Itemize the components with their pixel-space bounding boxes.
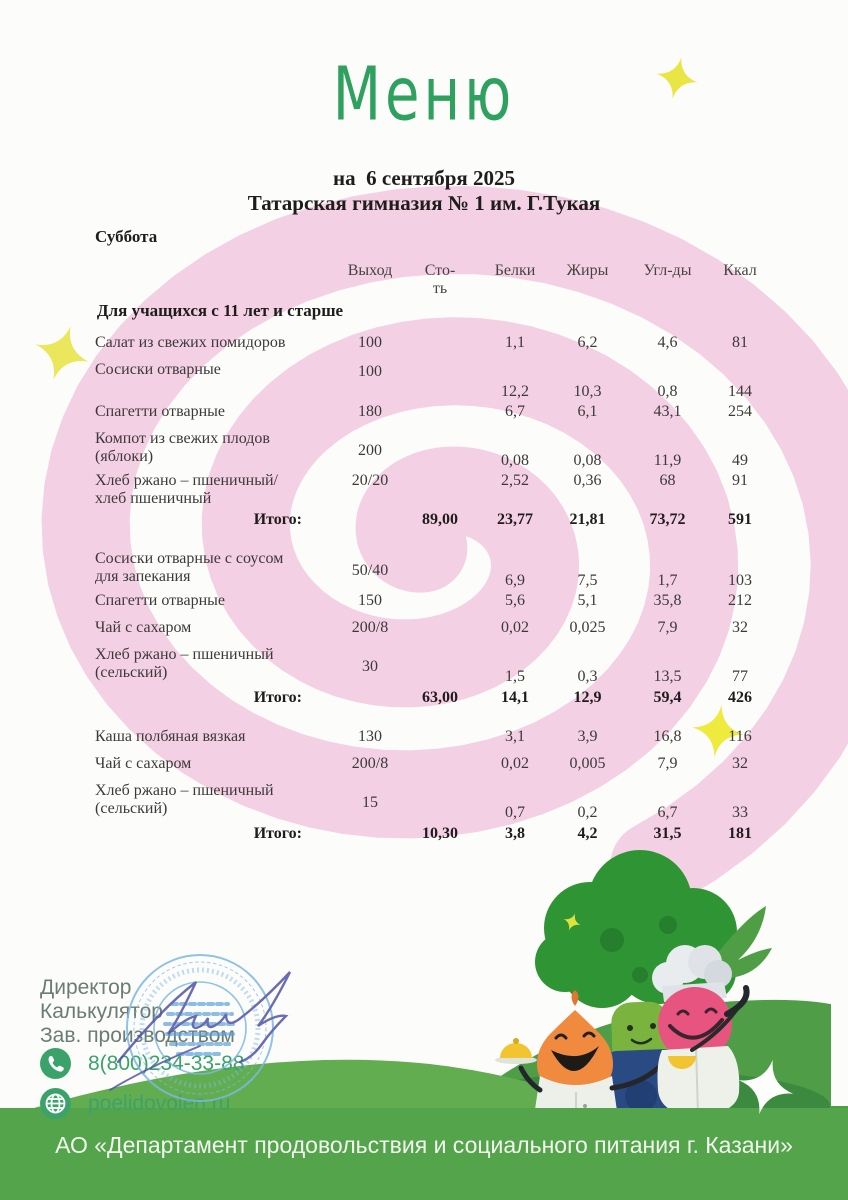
dish-name: Чай с сахаром: [95, 755, 192, 772]
dish-row: [95, 646, 775, 686]
dish-fat: 6,1: [577, 403, 598, 420]
dish-protein: 2,52: [501, 472, 529, 489]
total-value: 23,77: [497, 511, 533, 528]
total-value: 10,30: [422, 825, 458, 842]
dish-protein: 0,08: [501, 452, 529, 469]
total-value: 89,00: [422, 511, 458, 528]
dish-protein: 1,1: [505, 334, 525, 351]
dish-carbs: 6,7: [657, 804, 678, 821]
total-value: [345, 825, 395, 850]
total-value: 31,5: [653, 825, 682, 842]
dish-output: 180: [358, 403, 382, 420]
dish-kcal: 212: [728, 592, 752, 609]
dish-protein: 6,7: [505, 403, 525, 420]
dish-kcal: 116: [728, 728, 752, 745]
menu-section: [95, 334, 775, 536]
dish-carbs: 7,9: [657, 755, 678, 772]
total-value: 63,00: [422, 689, 458, 706]
dish-row: [95, 430, 775, 470]
role-calculator: Калькулятор: [40, 1000, 163, 1023]
dish-fat: 0,3: [577, 668, 598, 685]
dish-output: 150: [358, 592, 382, 609]
dish-fat: 6,2: [577, 334, 598, 351]
dish-fat: 0,005: [569, 755, 606, 772]
dish-name: Чай с сахаром: [95, 619, 192, 636]
menu-section: [95, 550, 775, 714]
menu-sections: [95, 334, 775, 850]
dish-fat: 0,08: [573, 452, 602, 469]
organization-name: АО «Департамент продовольствия и социального питания г. Казани»: [55, 1132, 793, 1158]
dish-carbs: 68: [659, 472, 676, 489]
dish-carbs: 0,8: [657, 383, 678, 400]
column-fat: Жиры: [566, 262, 609, 279]
dish-row: [95, 728, 775, 753]
dish-name: Спагетти отварные: [95, 592, 225, 609]
dish-name: Сосиски отварные: [95, 361, 221, 378]
dish-name: Спагетти отварные: [95, 403, 225, 420]
weekday-label: Суббота: [95, 227, 158, 246]
dish-row: [95, 361, 775, 401]
dish-row: [95, 403, 775, 428]
dish-name: Хлеб ржано – пшеничный (сельский): [95, 646, 274, 681]
column-dish: [95, 256, 345, 298]
role-production-manager: Зав. производством: [40, 1024, 235, 1047]
dish-kcal: 77: [732, 668, 748, 685]
dish-protein: 0,02: [501, 619, 529, 636]
dish-carbs: 16,8: [653, 728, 682, 745]
dish-kcal: 91: [732, 472, 748, 489]
column-carbs: Угл-ды: [643, 262, 692, 279]
dish-row: [95, 592, 775, 617]
total-value: [345, 689, 395, 714]
dish-row: [95, 755, 775, 780]
dish-kcal: 144: [728, 383, 752, 400]
dish-row: [95, 472, 775, 508]
phone-row: [40, 1048, 244, 1079]
dish-output: 130: [358, 728, 382, 745]
phone-icon: [40, 1048, 71, 1079]
dish-protein: 0,7: [505, 804, 525, 821]
dish-output: 200/8: [351, 755, 389, 772]
website-row: [40, 1088, 230, 1119]
total-label: Итого:: [253, 511, 302, 528]
dish-cost: [395, 782, 485, 804]
column-kcal: Ккал: [723, 262, 757, 279]
dish-carbs: 4,6: [657, 334, 678, 351]
dish-name: Каша полбяная вязкая: [95, 728, 246, 745]
menu-table: [95, 256, 775, 852]
dish-output: 30: [362, 658, 378, 675]
dish-fat: 3,9: [577, 728, 598, 745]
website-url[interactable]: poelidovolen.ru: [88, 1091, 231, 1115]
dish-fat: 0,2: [577, 804, 598, 821]
dish-kcal: 81: [732, 334, 748, 351]
school-name: Татарская гимназия № 1 им. Г.Тукая: [247, 191, 601, 215]
column-protein: Белки: [494, 262, 536, 279]
dish-protein: 6,9: [505, 572, 525, 589]
globe-icon: [40, 1088, 71, 1119]
menu-section: [95, 728, 775, 850]
dish-cost: [395, 550, 485, 572]
column-cost: Сто-ть: [424, 262, 456, 297]
dish-carbs: 11,9: [653, 452, 682, 469]
dish-protein: 5,6: [505, 592, 525, 609]
total-label: Итого:: [253, 825, 302, 842]
dish-cost: [395, 361, 485, 383]
page-title: Меню: [332, 52, 516, 138]
dish-output: 200: [358, 442, 382, 459]
total-value: 3,8: [505, 825, 525, 842]
dish-fat: 5,1: [577, 592, 598, 609]
dish-output: 200/8: [351, 619, 389, 636]
dish-carbs: 7,9: [657, 619, 678, 636]
dish-carbs: 35,8: [653, 592, 682, 609]
dish-fat: 7,5: [577, 572, 598, 589]
dish-fat: 0,36: [573, 472, 602, 489]
page-margin: [831, 988, 848, 1106]
dish-carbs: 1,7: [657, 572, 678, 589]
dish-kcal: 254: [728, 403, 752, 420]
dish-protein: 1,5: [505, 668, 525, 685]
total-label: Итого:: [253, 689, 302, 706]
dish-fat: 0,025: [569, 619, 606, 636]
total-value: 4,2: [577, 825, 598, 842]
total-value: 12,9: [573, 689, 602, 706]
dish-output: 50/40: [351, 562, 389, 579]
dish-cost: [395, 646, 485, 668]
dish-output: 100: [358, 363, 382, 380]
dish-protein: 0,02: [501, 755, 529, 772]
dish-name: Хлеб ржано – пшеничный (сельский): [95, 782, 274, 817]
dish-name: Салат из свежих помидоров: [95, 334, 286, 351]
total-row: [95, 689, 775, 714]
dish-output: 100: [358, 334, 382, 351]
column-output: Выход: [347, 262, 393, 279]
dish-kcal: 33: [732, 804, 748, 821]
total-row: [95, 511, 775, 536]
dish-kcal: 32: [732, 619, 748, 636]
dish-output: 15: [362, 794, 378, 811]
total-value: 591: [728, 511, 752, 528]
dish-row: [95, 550, 775, 590]
dish-row: [95, 619, 775, 644]
dish-kcal: 103: [728, 572, 752, 589]
age-group-title: Для учащихся с 11 лет и старше: [96, 301, 344, 320]
total-row: [95, 825, 775, 850]
total-value: 73,72: [649, 511, 686, 528]
signatory-roles: [40, 976, 235, 1048]
phone-number[interactable]: 8(800)234-33-88: [88, 1051, 245, 1075]
dish-carbs: 43,1: [653, 403, 682, 420]
total-value: 21,81: [569, 511, 606, 528]
dish-row: [95, 334, 775, 359]
dish-output: 20/20: [351, 472, 389, 489]
dish-row: [95, 782, 775, 822]
dish-fat: 10,3: [573, 383, 602, 400]
dish-carbs: 13,5: [653, 668, 682, 685]
total-value: 14,1: [501, 689, 529, 706]
total-value: [345, 511, 395, 536]
total-value: 426: [728, 689, 752, 706]
dish-protein: 12,2: [501, 383, 529, 400]
total-value: 59,4: [653, 689, 682, 706]
dish-cost: [395, 430, 485, 452]
dish-kcal: 32: [732, 755, 748, 772]
total-value: 181: [728, 825, 752, 842]
role-director: Директор: [40, 976, 132, 999]
dish-name: Компот из свежих плодов (яблоки): [95, 430, 270, 465]
menu-date: на 6 сентября 2025: [332, 166, 516, 190]
table-header-row: [95, 256, 775, 298]
dish-kcal: 49: [732, 452, 748, 469]
dish-protein: 3,1: [505, 728, 525, 745]
dish-name: Хлеб ржано – пшеничный/ хлеб пшеничный: [95, 472, 278, 507]
dish-name: Сосиски отварные с соусом для запекания: [95, 550, 284, 585]
